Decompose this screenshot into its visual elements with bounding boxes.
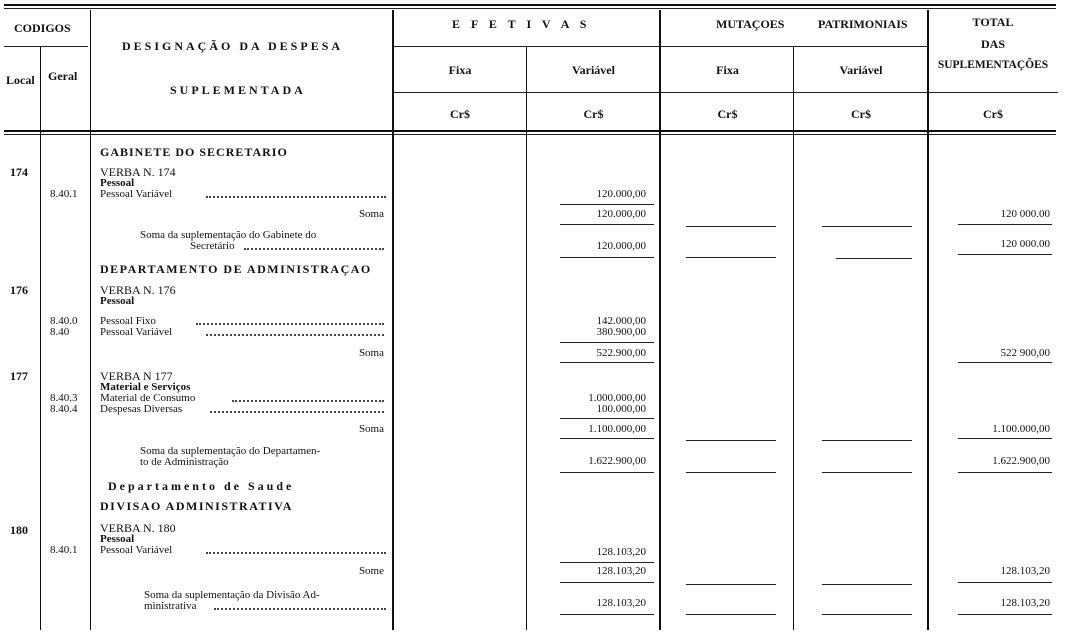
soma-176-val: 522.900,00 (596, 347, 646, 359)
sum-rule (560, 472, 654, 473)
verba-174: VERBA N. 174 (100, 165, 176, 179)
sum-rule (560, 204, 654, 205)
soma-174-val: 120.000,00 (596, 208, 646, 220)
section-dept-adm: DEPARTAMENTO DE ADMINISTRAÇAO (100, 262, 372, 276)
soma-div-val: 128.103,20 (596, 597, 646, 609)
soma-177-val: 1.100.000,00 (588, 423, 646, 435)
sum-rule (560, 224, 654, 225)
val-176b: 380.900,00 (596, 326, 646, 338)
currency-fixa-2: Cr$ (717, 107, 738, 121)
val-176a: 142.000,00 (596, 315, 646, 327)
item-174: Pessoal Variável (100, 188, 173, 200)
soma-dept-1: Soma da suplementação do Departamen- (140, 445, 321, 457)
geral-176b: 8.40 (50, 326, 70, 338)
verba-177: VERBA N 177 (100, 369, 173, 383)
soma-180-val: 128.103,20 (596, 565, 646, 577)
leader-dots (196, 323, 384, 325)
soma-div-1: Soma da suplementação da Divisão Ad- (144, 589, 320, 601)
leader-dots (206, 196, 386, 198)
col-line-designacao (392, 10, 394, 630)
leader-dots (206, 334, 384, 336)
header-total-3: SUPLEMENTAÇÕES (937, 59, 1049, 71)
header-codigos: CODIGOS (14, 21, 71, 35)
mutacoes-rule (662, 46, 928, 47)
item-180: Pessoal Variável (100, 544, 173, 556)
section-dept-saude: Departamento de Saude (108, 479, 295, 493)
val-177b: 100.000,00 (596, 403, 646, 415)
top-rule (4, 4, 1056, 6)
geral-174: 8.40.1 (50, 188, 78, 200)
header-variavel-2: Variável (839, 63, 883, 77)
sum-rule (958, 224, 1052, 225)
local-174: 174 (10, 165, 28, 179)
header-designacao-2: SUPLEMENTADA (170, 83, 306, 97)
header-fixa-2: Fixa (716, 63, 739, 77)
soma-dept-val: 1.622.900,00 (588, 455, 646, 467)
soma-dept-total: 1.622.900,00 (992, 455, 1050, 467)
soma-177-label: Soma (358, 423, 384, 435)
soma-180-total: 128.103,20 (1000, 565, 1050, 577)
local-180: 180 (10, 523, 28, 537)
pessoal-176: Pessoal (100, 295, 135, 307)
col-line-geral (90, 10, 91, 630)
sum-rule (958, 472, 1052, 473)
section-gabinete: GABINETE DO SECRETARIO (100, 145, 288, 159)
soma-gab-2: Secretário (190, 240, 235, 252)
geral-177a: 8.40.3 (50, 392, 78, 404)
section-div-adm: DIVISAO ADMINISTRATIVA (100, 499, 293, 513)
geral-180: 8.40.1 (50, 544, 78, 556)
blank-rule (686, 226, 776, 227)
currency-variavel-2: Cr$ (851, 107, 871, 121)
val-174: 120.000,00 (596, 188, 646, 200)
header-designacao-1: DESIGNAÇÃO DA DESPESA (122, 39, 344, 53)
leader-dots (232, 400, 384, 402)
pessoal-180: Pessoal (100, 533, 135, 545)
local-177: 177 (10, 369, 28, 383)
soma-gab-total: 120 000.00 (1000, 238, 1050, 250)
soma-176-label: Soma (358, 347, 384, 359)
soma-dept-2: to de Administração (140, 456, 229, 468)
subhead-rule (394, 92, 1058, 93)
geral-176a: 8.40.0 (50, 315, 78, 327)
sum-rule (560, 438, 654, 439)
soma-177-total: 1.100.000,00 (992, 423, 1050, 435)
currency-variavel-1: Cr$ (583, 107, 604, 121)
soma-div-2: ministrativa (144, 600, 197, 612)
soma-gab-1: Soma da suplementação do Gabinete do (140, 229, 317, 241)
header-geral: Geral (48, 69, 78, 83)
header-variavel-1: Variável (572, 63, 615, 77)
top-rule-thin (4, 8, 1056, 9)
sum-rule (560, 342, 654, 343)
sum-rule (560, 582, 654, 583)
col-line-fixa2 (793, 46, 794, 630)
val-180: 128.103,20 (596, 546, 646, 558)
col-line-fixa1 (526, 46, 527, 630)
blank-rule (822, 614, 912, 615)
verba-176: VERBA N. 176 (100, 283, 176, 297)
blank-rule (686, 257, 776, 258)
blank-rule (686, 614, 776, 615)
blank-rule (822, 472, 912, 473)
item-177a: Material de Consumo (100, 392, 196, 404)
currency-fixa-1: Cr$ (450, 107, 470, 121)
header-total-2: DAS (980, 37, 1005, 51)
blank-rule (686, 472, 776, 473)
header-bottom-rule (4, 130, 1056, 132)
sum-rule (958, 614, 1052, 615)
blank-rule (822, 440, 912, 441)
header-local: Local (6, 73, 35, 87)
leader-dots (210, 411, 384, 413)
header-patrimoniais: PATRIMONIAIS (818, 17, 908, 31)
blank-rule (686, 584, 776, 585)
sum-rule (958, 438, 1052, 439)
soma-174-total: 120 000.00 (1000, 208, 1050, 220)
item-177b: Despesas Diversas (100, 403, 183, 415)
local-176: 176 (10, 283, 28, 297)
sum-rule (560, 362, 654, 363)
col-line-variavel1 (659, 10, 661, 630)
verba-180: VERBA N. 180 (100, 521, 176, 535)
blank-rule (686, 440, 776, 441)
pessoal-174: Pessoal (100, 177, 135, 189)
sum-rule (958, 362, 1052, 363)
header-total-1: TOTAL (972, 15, 1014, 29)
val-177a: 1.000.000,00 (588, 392, 646, 404)
soma-174-label: Soma (358, 208, 384, 220)
soma-176-total: 522 900,00 (1000, 347, 1050, 359)
efetivas-rule (394, 46, 662, 47)
item-176a: Pessoal Fixo (100, 315, 156, 327)
header-bottom-rule-thin (4, 134, 1056, 135)
leader-dots (214, 608, 386, 610)
material-177: Material e Serviços (100, 381, 191, 393)
sum-rule (560, 562, 654, 563)
soma-div-total: 128.103,20 (1000, 597, 1050, 609)
soma-gab-val: 120.000,00 (596, 240, 646, 252)
blank-rule (822, 226, 912, 227)
sum-rule (560, 418, 654, 419)
col-line-local (40, 46, 41, 630)
header-mutacoes: MUTAÇOES (716, 17, 785, 31)
currency-total: Cr$ (983, 107, 1003, 121)
header-efetivas: E F E T I V A S (452, 17, 591, 31)
blank-rule (822, 584, 912, 585)
sum-rule (958, 582, 1052, 583)
geral-177b: 8.40.4 (50, 403, 78, 415)
soma-180-label: Some (358, 565, 384, 577)
codigos-rule (4, 46, 88, 47)
sum-rule (958, 254, 1052, 255)
blank-rule (836, 258, 912, 259)
item-176b: Pessoal Variável (100, 326, 173, 338)
leader-dots (206, 552, 386, 554)
sum-rule (560, 257, 654, 258)
col-line-variavel2 (927, 10, 929, 630)
sum-rule (560, 614, 654, 615)
leader-dots (244, 248, 384, 250)
header-fixa-1: Fixa (448, 63, 472, 77)
